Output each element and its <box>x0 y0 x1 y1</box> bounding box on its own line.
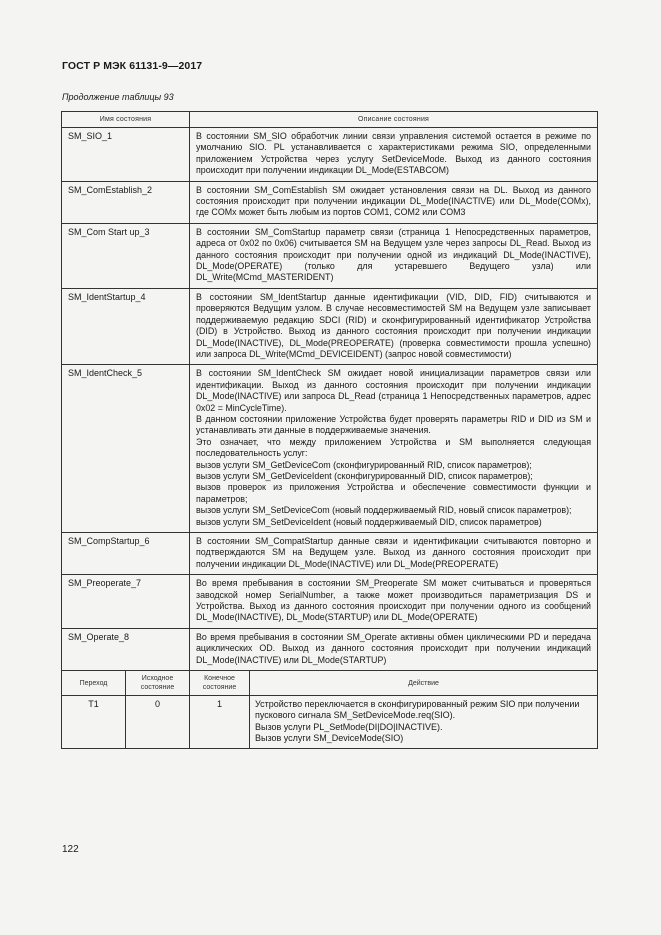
description-paragraph: вызов услуги SM_GetDeviceCom (сконфигурированный RID, список параметров); <box>196 459 532 470</box>
state-description-cell <box>190 289 597 364</box>
table-caption: Продолжение таблицы 93 <box>62 92 174 102</box>
state-name-cell: SM_IdentCheck_5 <box>62 365 190 532</box>
state-name-cell: SM_CompStartup_6 <box>62 533 190 574</box>
description-paragraph: В состоянии SM_CompatStartup данные связи и идентификации считываются повторно и подтверждаются SM на Ведущем узле. Выход из данного состояния происходит при получении индикации DL_Mode(INACTIVE) или DL_Mode(PREOPERATE) <box>196 536 591 569</box>
table-row <box>62 574 597 628</box>
description-paragraph: вызов проверок из приложения Устройства и обеспечение совместимости функции и параметров; <box>196 482 591 504</box>
header-target-state: Конечное состояние <box>190 671 250 695</box>
state-description-cell <box>190 629 597 670</box>
header-transition: Переход <box>62 671 126 695</box>
description-paragraph: В данном состоянии приложение Устройства будет проверять параметры RID и DID из SM и устанавливать эти данные в поддерживаемые значения. <box>196 413 591 436</box>
description-paragraph: В состоянии SM_SIO обработчик линии связи управления системой остается в режиме по умолчанию SIO. PL устанавливается с характеристиками режима SIO, определенными приложением Устройства через услугу SetDeviceMode. Выход из данного состояния происходит при получении индикации DL_Mode(ESTABCOM) <box>196 131 591 176</box>
state-name-cell: SM_Preoperate_7 <box>62 575 190 628</box>
description-paragraph: вызов услуги SM_GetDeviceIdent (сконфигурированный DID, список параметров); <box>196 470 533 481</box>
description-paragraph: Во время пребывания в состоянии SM_Operate активны обмен циклическими PD и передача ациклических OD. Выход из данного состояния происходит при получении индикаций DL_Mode(INACTIVE) или DL_Mode(STARTUP) <box>196 631 591 665</box>
state-name-cell: SM_SIO_1 <box>62 128 190 181</box>
state-description-cell <box>190 365 597 532</box>
states-table-body <box>62 127 597 670</box>
state-description-cell <box>190 575 597 628</box>
transitions-table-body <box>62 695 597 748</box>
states-table <box>61 111 598 749</box>
description-paragraph: В состоянии SM_IdentCheck SM ожидает новой инициализации параметров связи или идентификации. Выход из данного состояния происходит при получении индикации DL_Mode(INACTIVE) или запроса DL_Read (страница 1 Непосредственных параметров, адрес 0x02 = MinCycleTime). <box>196 368 591 413</box>
table-row <box>62 127 597 181</box>
page-number: 122 <box>62 844 79 855</box>
transition-cell: T1 <box>62 696 126 748</box>
state-description-cell <box>190 224 597 288</box>
state-description-cell <box>190 533 597 574</box>
description-paragraph: В состоянии SM_ComStartup параметр связи (страница 1 Непосредственных параметров, адреса от 0x02 по 0x06) считывается SM на Ведущем узле через запросы DL_Read. Выход из данного состояния происходит при получении одной из индикаций DL_Mode(INACTIVE), DL_Mode(OPERATE) (только для устаревшего Ведущего узла) или DL_Write(MCmd_MASTERIDENT) <box>196 226 591 283</box>
action-line: Вызов услуги PL_SetMode(DI|DO|INACTIVE). <box>255 721 443 732</box>
table-row <box>62 364 597 532</box>
state-name-cell: SM_Operate_8 <box>62 629 190 670</box>
transitions-table-header <box>62 670 597 695</box>
source-state-cell: 0 <box>126 696 190 748</box>
description-paragraph: В состоянии SM_ComEstablish SM ожидает установления связи на DL. Выход из данного состояния происходит при получении индикации DL_Mode(INACTIVE) или DL_Mode(COMx), где COMx может быть любым из портов COM1, COM2 или COM3 <box>196 184 591 218</box>
header-state-name: Имя состояния <box>62 112 190 127</box>
table-row <box>62 628 597 670</box>
state-name-cell: SM_ComEstablish_2 <box>62 182 190 223</box>
target-state-cell: 1 <box>190 696 250 748</box>
action-cell <box>250 696 597 748</box>
document-header: ГОСТ Р МЭК 61131-9—2017 <box>62 60 203 72</box>
table-row <box>62 695 597 748</box>
action-line: Вызов услуги SM_DeviceMode(SIO) <box>255 733 404 744</box>
state-description-cell <box>190 182 597 223</box>
states-table-header <box>62 112 597 127</box>
description-paragraph: Во время пребывания в состоянии SM_Preoperate SM может считываться и проверяться заводской номер SerialNumber, а также может производиться параметризация DS и Устройства. Выход из данного состояния происходит при получении одного из сообщений DL_Mode(INACTIVE), DL_Mode(STARTUP) или DL_Mode(OPERATE) <box>196 578 591 623</box>
table-row <box>62 223 597 288</box>
state-name-cell: SM_IdentStartup_4 <box>62 289 190 364</box>
description-paragraph: Это означает, что между приложением Устройства и SM выполняется следующая последовательность услуг: <box>196 436 591 459</box>
description-paragraph: вызов услуги SM_SetDeviceCom (новый поддерживаемый RID, новый список параметров); <box>196 505 572 516</box>
state-name-cell: SM_Com Start up_3 <box>62 224 190 288</box>
table-row <box>62 288 597 364</box>
action-line: Устройство переключается в сконфигурированный режим SIO при получении пускового сигнала SM_SetDeviceMode.req(SIO). <box>255 699 580 721</box>
header-action: Действие <box>408 679 439 687</box>
header-source-state: Исходное состояние <box>126 671 190 695</box>
state-description-cell <box>190 128 597 181</box>
header-state-description: Описание состояния <box>357 116 430 123</box>
table-row <box>62 532 597 574</box>
description-paragraph: В состоянии SM_IdentStartup данные идентификации (VID, DID, FID) считываются и проверяются Ведущим узлом. В случае несовместимостей SM на Ведущем узле записывает поддерживаемую редакцию SDCI (RID) и сконфигурированный идентификатор Устройства (DID) в Устройство. Выход из данного состояния происходит при получении индикации DL_Mode(INACTIVE), DL_Mode(PREOPERATE) (проверка совместимости прошла успешно) или запроса DL_Write(MCmd_DEVICEIDENT) (запрос новой совместимости) <box>196 291 591 359</box>
description-paragraph: вызов услуги SM_SetDeviceIdent (новый поддерживаемый DID, список параметров) <box>196 516 542 527</box>
table-row <box>62 181 597 223</box>
